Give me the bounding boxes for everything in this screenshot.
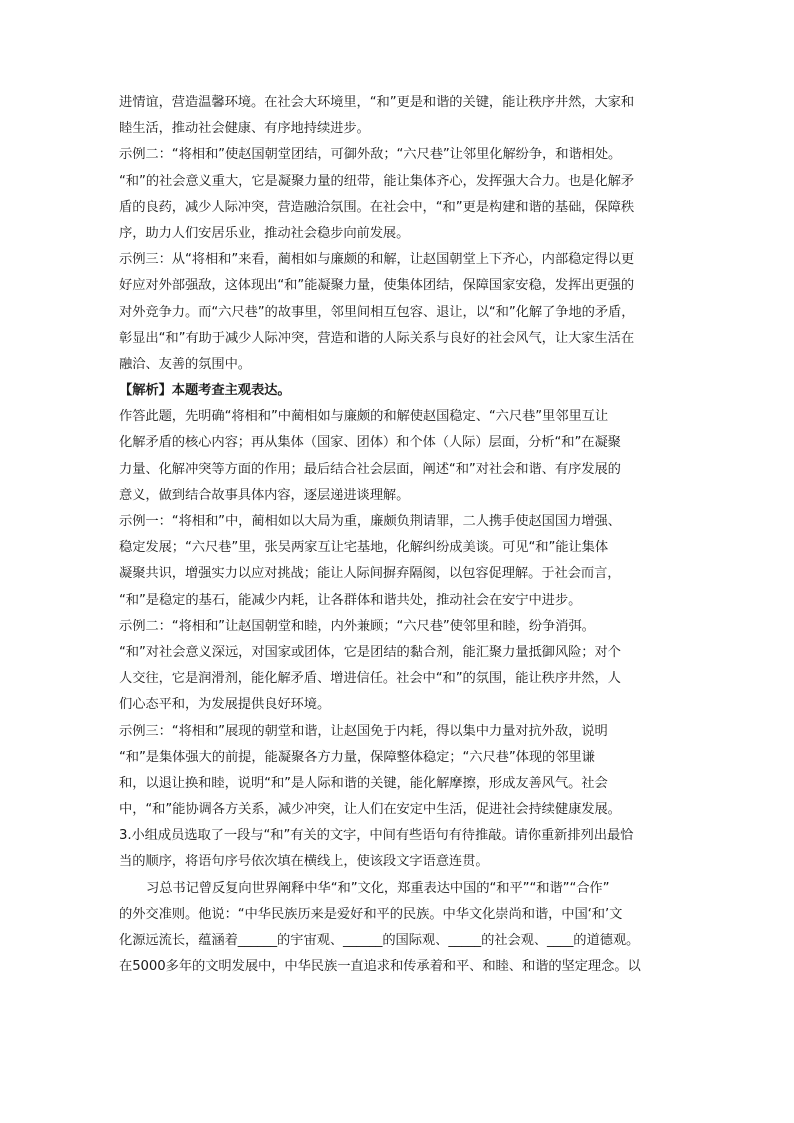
text-line-3: 示例二：“将相和”使赵国朝堂团结，可御外敌；“六尺巷”让邻里化解纷争，和谐相处。 <box>119 147 622 163</box>
text-line-17: 示例一：“将相和”中，蔺相如以大局为重，廉颇负荆请罪，二人携手使赵国国力增强、 <box>119 514 621 529</box>
text-line-14: 化解矛盾的核心内容；再从集体（国家、团体）和个体（人际）层面，分析“和”在凝聚 <box>119 435 621 451</box>
text-line-7: 示例三：从“将相和”来看，蔺相如与廉颇的和解，让赵国朝堂上下齐心，内部稳定得以更 <box>119 252 635 268</box>
text-line-23: 人交往，它是润滑剂，能化解矛盾、增进信任。社会中“和”的氛围，能让秩序井然，人 <box>119 671 621 687</box>
text-line-6: 序，助力人们安居乐业，推动社会稳步向前发展。 <box>119 225 410 241</box>
text-line-11: 融洽、友善的氛围中。 <box>119 356 251 372</box>
text-line-25: 示例三：“将相和”展现的朝堂和谐，让赵国免于内耗，得以集中力量对抗外敌，说明 <box>119 723 608 739</box>
text-line-26: “和”是集体强大的前提，能凝聚各方力量，保障整体稳定；“六尺巷”体现的邻里谦 <box>119 749 595 765</box>
text-line-24: 们心态平和，为发展提供良好环境。 <box>119 697 331 713</box>
text-line-16: 意义，做到结合故事具体内容，逐层递进谈理解。 <box>119 487 410 503</box>
passage-line-3: 化源远流长，蕴涵着______的宇宙观、______的国际观、_____的社会观、____的道德观。 <box>119 933 640 948</box>
question-3-line-1: 3.小组成员选取了一段与“和”有关的文字，中间有些语句有待推敲。请你重新排列出最恰 <box>119 828 634 844</box>
question-3-line-2: 当的顺序，将语句序号依次填在横线上，使该段文字语意连贯。 <box>119 854 489 870</box>
passage-line-4: 在5000多年的文明发展中，中华民族一直追求和传承着和平、和睦、和谐的坚定理念。以 <box>119 959 641 975</box>
passage-line-2: 的外交准则。他说：“中华民族历来是爱好和平的民族。中华文化崇尚和谐，中国‘和’文 <box>119 906 623 922</box>
text-line-19: 凝聚共识，增强实力以应对挑战；能让人际间摒弃隔阂，以包容促理解。于社会而言， <box>119 566 621 582</box>
text-line-22: “和”对社会意义深远，对国家或团体，它是团结的黏合剂，能汇聚力量抵御风险；对个 <box>119 644 621 660</box>
text-line-27: 和，以退让换和睦，说明“和”是人际和谐的关键，能化解摩擦，形成友善风气。社会 <box>119 775 608 791</box>
text-line-9: 对外竞争力。而“六尺巷”的故事里，邻里间相互包容、退让，以“和”化解了争地的矛盾， <box>119 304 635 320</box>
analysis-heading: 【解析】本题考查主观表达。 <box>119 383 291 399</box>
text-line-18: 稳定发展；“六尺巷”里，张吴两家互让宅基地，化解纠纷成美谈。可见“和”能让集体 <box>119 540 609 556</box>
text-line-8: 好应对外部强敌，这体现出“和”能凝聚力量，使集体团结，保障国家安稳，发挥出更强的 <box>119 278 635 294</box>
document-page <box>119 90 685 980</box>
passage-line-1: 习总书记曾反复向世界阐释中华“和”文化，郑重表达中国的“和平”“和谐”“合作” <box>146 880 610 896</box>
text-line-28: 中，“和”能协调各方关系，减少冲突，让人们在安定中生活，促进社会持续健康发展。 <box>119 802 621 818</box>
text-line-5: 盾的良药，减少人际冲突，营造融洽氛围。在社会中，“和”更是构建和谐的基础，保障秩 <box>119 199 635 215</box>
text-line-15: 力量、化解冲突等方面的作用；最后结合社会层面，阐述“和”对社会和谐、有序发展的 <box>119 461 621 477</box>
text-line-1: 进情谊，营造温馨环境。在社会大环境里，“和”更是和谐的关键，能让秩序井然，大家和 <box>119 95 635 110</box>
text-line-20: “和”是稳定的基石，能减少内耗，让各群体和谐共处，推动社会在安宁中进步。 <box>119 592 582 608</box>
text-line-4: “和”的社会意义重大，它是凝聚力量的纽带，能让集体齐心，发挥强大合力。也是化解矛 <box>119 173 635 189</box>
text-line-2: 睦生活，推动社会健康、有序地持续进步。 <box>119 121 370 137</box>
text-line-10: 彰显出“和”有助于减少人际冲突，营造和谐的人际关系与良好的社会风气，让大家生活在 <box>119 330 635 346</box>
text-line-21: 示例二：“将相和”让赵国朝堂和睦，内外兼顾；“六尺巷”使邻里和睦，纷争消弭。 <box>119 618 595 634</box>
text-line-13: 作答此题，先明确“将相和”中蔺相如与廉颇的和解使赵国稳定、“六尺巷”里邻里互让 <box>119 409 609 425</box>
